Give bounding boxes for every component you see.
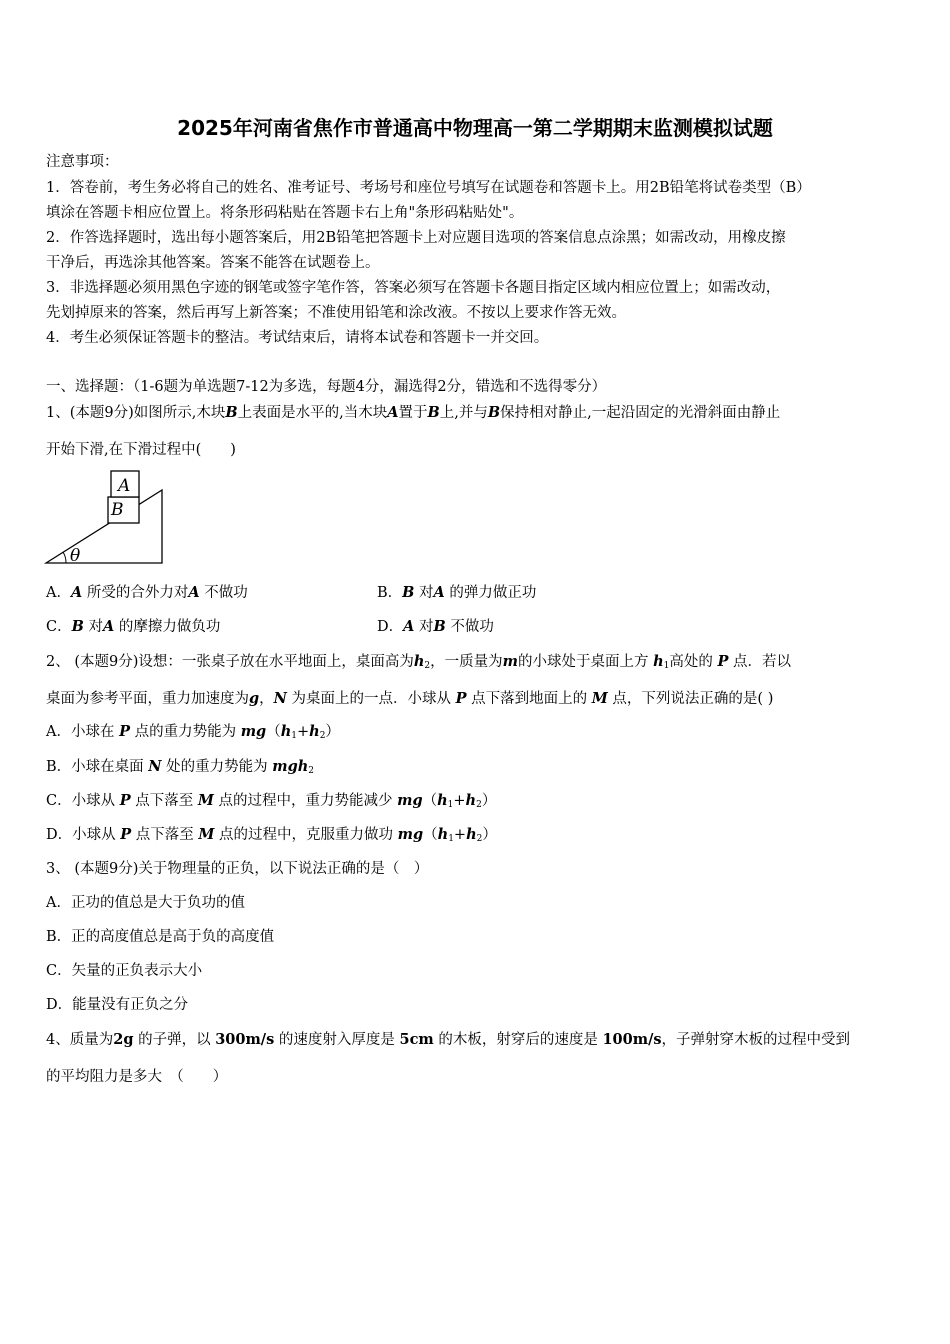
notice-item: 填涂在答题卡相应位置上。将条形码粘贴在答题卡右上角"条形码粘贴处"。 [46, 205, 524, 221]
q4-stem-line1: 4、质量为2g 的子弹，以 300m/s 的速度射入厚度是 5cm 的木板，射穿后的速度是 100m/s，子弹射穿木板的过程中受到 [46, 1031, 851, 1048]
notice-item: 先划掉原来的答案，然后再写上新答案；不准使用铅笔和涂改液。不按以上要求作答无效。 [46, 305, 626, 321]
incline-figure [44, 468, 168, 568]
angle-arc [63, 552, 66, 563]
section-heading: 一、选择题：（1-6题为单选题7-12为多选，每题4分，漏选得2分，错选和不选得零分） [46, 379, 607, 395]
notice-item: 3．非选择题必须用黑色字迹的钢笔或签字笔作答，答案必须写在答题卡各题目指定区域内相应位置上；如需改动， [46, 280, 781, 296]
q2-option-a[interactable]: A．小球在 P 点的重力势能为 $mg(h_1+h_2)$ [46, 723, 340, 741]
notice-item: 2．作答选择题时，选出每小题答案后，用2B铅笔把答题卡上对应题目选项的答案信息点涂黑；如需改动，用橡皮擦 [46, 230, 786, 246]
notice-item: 4．考生必须保证答题卡的整洁。考试结束后，请将本试卷和答题卡一并交回。 [46, 330, 549, 346]
q1-option-a[interactable]: A．A 所受的合外力对A 不做功 [46, 584, 248, 601]
q3-option-a[interactable]: A．正功的值总是大于负功的值 [46, 895, 245, 911]
block-a-label: A [118, 476, 131, 496]
q4-stem-line2: 的平均阻力是多大 （ ） [46, 1069, 228, 1085]
angle-label: θ [70, 546, 81, 566]
notice-item: 干净后，再选涂其他答案。答案不能答在试题卷上。 [46, 255, 380, 271]
notice-item: 1．答卷前，考生务必将自己的姓名、准考证号、考场号和座位号填写在试题卷和答题卡上。用2B铅笔将试卷类型（B） [46, 180, 811, 196]
q2-stem-line2: 桌面为参考平面，重力加速度为g，N 为桌面上的一点．小球从 P 点下落到地面上的 M 点，下列说法正确的是( ) [46, 690, 774, 707]
q1-option-c[interactable]: C．B 对A 的摩擦力做负功 [46, 618, 221, 635]
q3-option-c[interactable]: C．矢量的正负表示大小 [46, 963, 203, 979]
q1-stem-line2: 开始下滑,在下滑过程中( ) [46, 442, 236, 458]
q3-option-b[interactable]: B．正的高度值总是高于负的高度值 [46, 929, 275, 945]
q3-stem: 3、 (本题9分)关于物理量的正负，以下说法正确的是（ ） [46, 861, 429, 877]
q1-option-b[interactable]: B．B 对A 的弹力做正功 [377, 584, 537, 601]
block-b-label: B [111, 500, 124, 520]
q2-option-d[interactable]: D．小球从 P 点下落至 M 点的过程中，克服重力做功 $mg(h_1+h_2)$ [46, 826, 497, 844]
q1-stem-line1: 1、(本题9分)如图所示,木块B上表面是水平的,当木块A置于B上,并与B保持相对静止,一起沿固定的光滑斜面由静止 [46, 404, 781, 421]
page-title: 2025年河南省焦作市普通高中物理高一第二学期期末监测模拟试题 [177, 116, 773, 140]
q2-stem-line1: 2、 (本题9分)设想：一张桌子放在水平地面上，桌面高为$h_2$，一质量为m的小球处于桌面上方 $h_1$高处的 P 点．若以 [46, 653, 792, 671]
q2-option-b[interactable]: B．小球在桌面 N 处的重力势能为 mgh$_2$ [46, 758, 315, 776]
q2-option-c[interactable]: C．小球从 P 点下落至 M 点的过程中，重力势能减少 $mg(h_1+h_2)$ [46, 792, 497, 810]
q3-option-d[interactable]: D．能量没有正负之分 [46, 997, 189, 1013]
q1-option-d[interactable]: D．A 对B 不做功 [377, 618, 494, 635]
notice-heading: 注意事项： [46, 154, 119, 170]
